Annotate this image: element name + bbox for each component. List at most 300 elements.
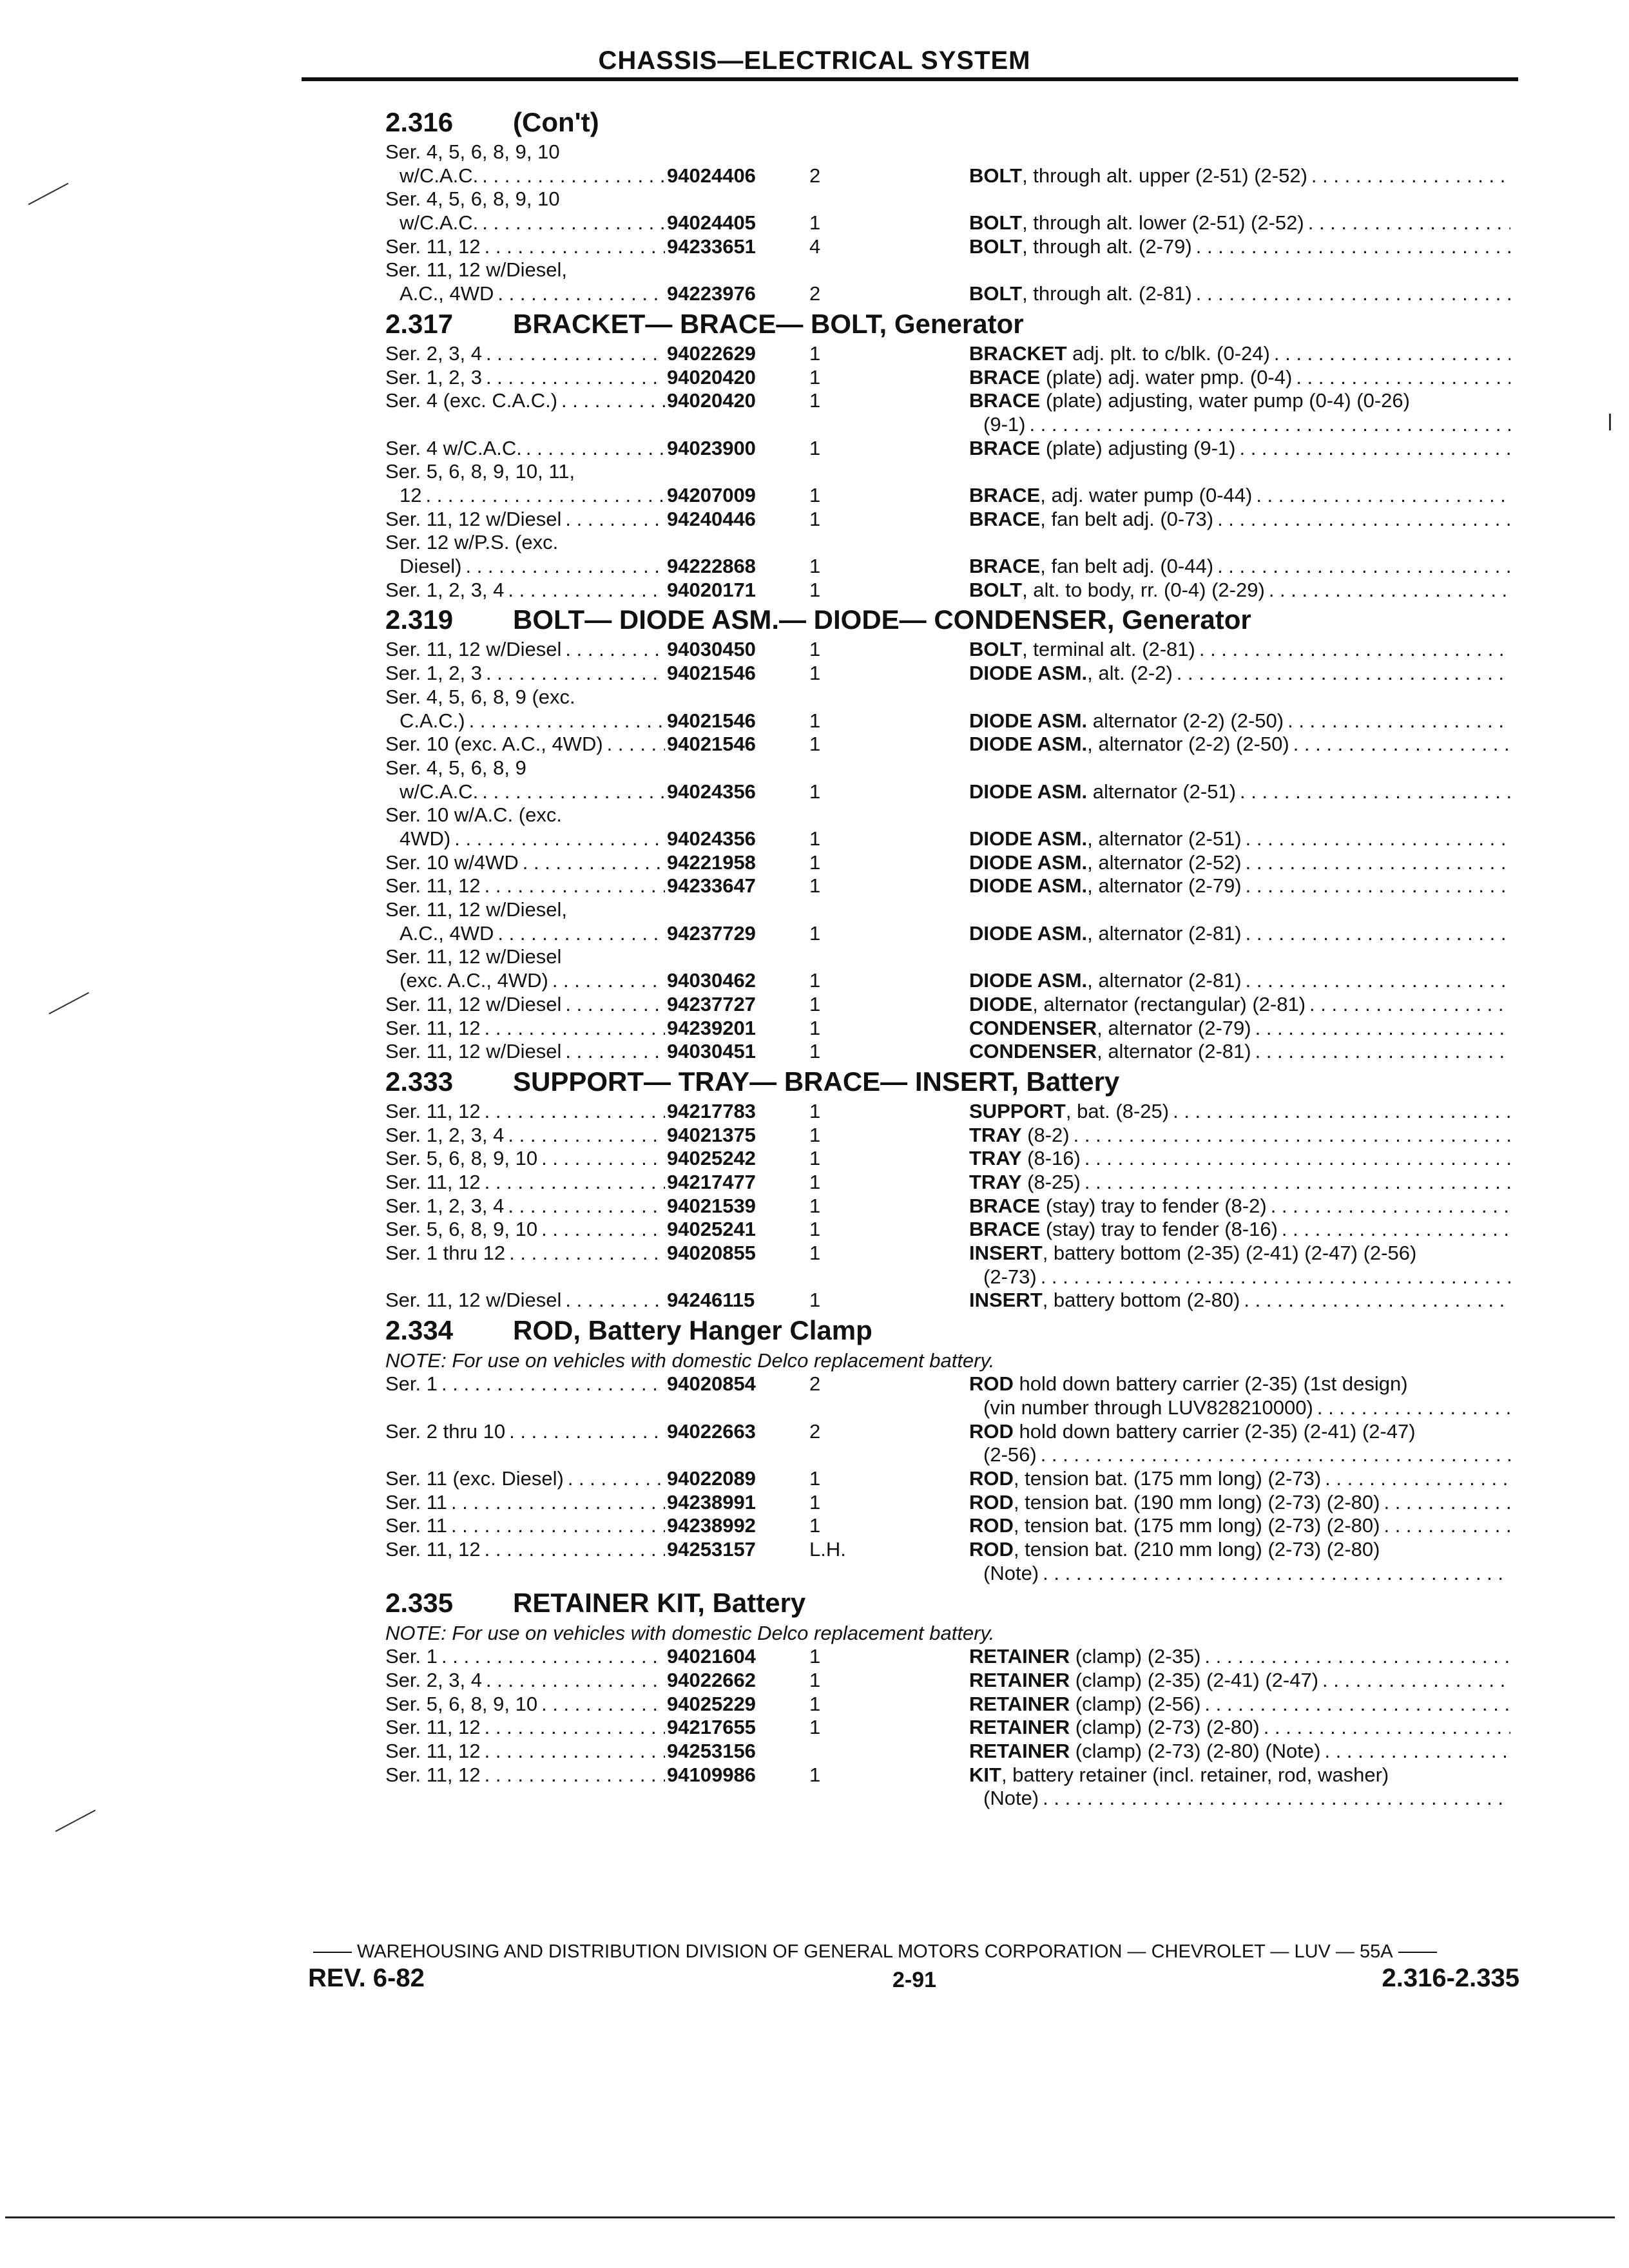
leader-line <box>385 780 665 804</box>
leader-line <box>385 827 665 851</box>
part-row <box>385 1218 1519 1242</box>
part-number: 94024356 <box>667 827 756 850</box>
part-number: 94217655 <box>667 1716 756 1739</box>
description-detail: hold down battery carrier (2-35) (2-41) (2-47) <box>1013 1419 1416 1443</box>
application-cell <box>385 258 665 305</box>
part-row <box>385 342 1519 366</box>
leader-line <box>969 638 1510 662</box>
application-cell <box>385 140 665 187</box>
part-number: 94021604 <box>667 1645 756 1668</box>
description-text <box>969 1040 1251 1064</box>
leader-line <box>969 993 1510 1017</box>
part-keyword: TRAY <box>969 1123 1022 1146</box>
description-text <box>969 969 1242 993</box>
description-cell <box>969 993 1510 1017</box>
description-text <box>969 282 1192 306</box>
part-row <box>385 1716 1519 1740</box>
quantity: 1 <box>809 365 821 389</box>
leader-line <box>969 874 1510 898</box>
part-number: 94024406 <box>667 164 756 187</box>
section-number: 2.319 <box>385 604 454 635</box>
application-cell <box>385 531 665 578</box>
quantity <box>809 1740 848 1763</box>
quantity: 2 <box>809 1372 821 1396</box>
part-keyword: DIODE ASM. <box>969 921 1088 945</box>
dot-leader <box>1284 709 1510 733</box>
application-cell <box>385 1716 665 1740</box>
footer-dash-right <box>1398 1952 1437 1953</box>
application-text: Diesel) <box>400 555 462 578</box>
description-detail: , through alt. (2-81) <box>1022 282 1192 305</box>
dot-leader <box>481 1171 665 1195</box>
part-keyword: DIODE ASM. <box>969 969 1088 992</box>
part-keyword: DIODE ASM. <box>969 662 1088 685</box>
application-cell <box>385 1763 665 1787</box>
application-text: Ser. 4, 5, 6, 8, 9 (exc. <box>385 685 575 708</box>
dot-leader <box>557 389 665 413</box>
part-number: 94221958 <box>667 850 756 874</box>
quantity: 2 <box>809 282 821 305</box>
leader-line <box>969 366 1510 390</box>
leader-line <box>385 1763 665 1787</box>
part-number: 94253156 <box>667 1740 756 1763</box>
part-number: 94021546 <box>667 662 756 685</box>
description-cell <box>969 1763 1510 1811</box>
description-detail: (clamp) (2-56) <box>1070 1692 1201 1715</box>
part-row <box>385 1017 1519 1041</box>
description-line <box>969 1242 1510 1265</box>
application-text: A.C., 4WD <box>400 282 494 305</box>
quantity: 1 <box>809 1123 821 1146</box>
section-heading <box>385 1312 1519 1349</box>
description-detail: adj. plt. to c/blk. (0-24) <box>1066 341 1270 365</box>
quantity: 1 <box>809 1016 821 1039</box>
application-text: Ser. 11 <box>385 1514 447 1537</box>
part-row <box>385 1420 1519 1467</box>
description-cell <box>969 1538 1510 1585</box>
application-text: Ser. 11, 12 <box>385 1099 481 1122</box>
application-cell <box>385 662 665 686</box>
leader-line <box>385 1171 665 1195</box>
description-continuation: (2-56) <box>983 1443 1037 1466</box>
part-keyword: DIODE <box>969 992 1033 1015</box>
dot-leader <box>561 1289 665 1312</box>
section-title: RETAINER KIT, Battery <box>513 1588 806 1619</box>
dot-leader <box>1380 1491 1510 1515</box>
dot-leader <box>1037 1443 1510 1467</box>
part-keyword: BOLT <box>969 638 1023 661</box>
leader-line <box>385 211 665 235</box>
quantity: 1 <box>809 827 821 850</box>
description-text <box>969 1491 1380 1515</box>
description-cell <box>969 235 1510 259</box>
leader-line <box>385 1017 665 1041</box>
part-row <box>385 1100 1519 1124</box>
part-keyword: BRACE <box>969 1194 1041 1217</box>
application-cell <box>385 1514 665 1538</box>
description-text <box>969 993 1306 1017</box>
part-number: 94109986 <box>667 1763 756 1786</box>
leader-line <box>969 1396 1510 1420</box>
leader-line <box>969 1669 1510 1693</box>
dot-leader <box>1278 1218 1510 1242</box>
section-heading <box>385 1064 1519 1100</box>
description-line <box>969 389 1510 413</box>
part-row <box>385 366 1519 390</box>
application-text: w/C.A.C. <box>400 164 479 187</box>
part-keyword: INSERT <box>969 1289 1043 1312</box>
quantity: 1 <box>809 969 821 992</box>
application-text: Ser. 4 w/C.A.C. <box>385 436 522 459</box>
leader-line <box>385 1514 665 1538</box>
dot-leader <box>561 508 665 532</box>
part-row <box>385 187 1519 235</box>
application-cell <box>385 686 665 733</box>
description-detail: (plate) adj. water pmp. (0-4) <box>1040 365 1293 389</box>
dot-leader <box>1270 342 1510 366</box>
part-number: 94237727 <box>667 992 756 1015</box>
description-detail: (clamp) (2-35) <box>1070 1645 1201 1668</box>
description-detail: , alternator (2-81) <box>1087 921 1242 945</box>
part-number: 94021539 <box>667 1194 756 1217</box>
part-number: 94020420 <box>667 365 756 389</box>
quantity: 1 <box>809 1194 821 1217</box>
part-row <box>385 803 1519 850</box>
part-row <box>385 531 1519 578</box>
leader-line <box>969 827 1510 851</box>
part-number: 94023900 <box>667 436 756 459</box>
application-text: Ser. 11, 12 w/Diesel <box>385 945 562 968</box>
leader-line <box>969 1218 1510 1242</box>
quantity: 1 <box>809 874 821 898</box>
dot-leader <box>1195 638 1510 662</box>
description-line <box>969 1372 1510 1396</box>
dot-leader <box>1289 733 1510 756</box>
description-cell <box>969 733 1510 756</box>
quantity: 1 <box>809 484 821 506</box>
leader-line <box>969 235 1510 259</box>
part-row <box>385 258 1519 305</box>
dot-leader <box>421 484 665 508</box>
application-text: Ser. 11, 12 w/Diesel, <box>385 258 568 282</box>
description-text <box>969 1763 1389 1786</box>
application-text: Ser. 4, 5, 6, 8, 9, 10 <box>385 187 560 211</box>
quantity: 1 <box>809 709 821 732</box>
part-number: 94238991 <box>667 1490 756 1514</box>
description-cell <box>969 1147 1510 1171</box>
application-text: Ser. 11, 12 <box>385 874 481 898</box>
description-cell <box>969 709 1510 733</box>
part-number: 94233647 <box>667 874 756 898</box>
description-detail: , fan belt adj. (0-73) <box>1040 507 1214 530</box>
leader-line <box>385 1669 665 1693</box>
dot-leader <box>603 733 665 756</box>
leader-line <box>385 1100 665 1124</box>
leader-line <box>969 413 1510 437</box>
leader-line <box>385 579 665 602</box>
application-line <box>385 531 665 555</box>
leader-line <box>385 342 665 366</box>
section-title: (Con't) <box>513 107 599 137</box>
dot-leader <box>1321 1467 1510 1491</box>
part-number: 94020171 <box>667 578 756 601</box>
application-cell <box>385 1195 665 1218</box>
part-number: 94222868 <box>667 555 756 578</box>
quantity: 1 <box>809 1040 821 1063</box>
description-text <box>969 733 1289 756</box>
description-cell <box>969 342 1510 366</box>
part-row <box>385 1763 1519 1811</box>
dot-leader <box>481 235 665 259</box>
description-detail: (clamp) (2-73) (2-80) (Note) <box>1070 1740 1321 1763</box>
part-keyword: ROD <box>969 1537 1014 1561</box>
leader-line <box>385 874 665 898</box>
description-cell <box>969 1645 1510 1669</box>
part-keyword: BRACE <box>969 1218 1041 1241</box>
parts-catalog-content <box>385 104 1519 1811</box>
application-text: Ser. 11, 12 <box>385 1537 481 1561</box>
quantity: 2 <box>809 164 821 187</box>
dot-leader <box>481 874 665 898</box>
part-keyword: CONDENSER <box>969 1016 1097 1039</box>
leader-line <box>969 282 1510 306</box>
application-text: Ser. 5, 6, 8, 9, 10 <box>385 1218 538 1241</box>
dot-leader <box>561 1040 665 1064</box>
part-row <box>385 1693 1519 1716</box>
application-cell <box>385 1171 665 1195</box>
dot-leader <box>1037 1265 1510 1289</box>
description-detail: , through alt. (2-79) <box>1022 235 1192 258</box>
leader-line <box>385 484 665 508</box>
leader-line <box>969 164 1510 188</box>
dot-leader <box>1236 780 1510 804</box>
application-cell <box>385 1693 665 1716</box>
dot-leader <box>1240 1289 1510 1312</box>
leader-line <box>385 508 665 532</box>
application-cell <box>385 851 665 875</box>
leader-line <box>969 1040 1510 1064</box>
footer-publisher-line <box>308 1941 1519 1963</box>
section-heading <box>385 602 1519 638</box>
application-text: Ser. 1 thru 12 <box>385 1242 506 1265</box>
part-keyword: DIODE ASM. <box>969 827 1088 850</box>
quantity: 1 <box>809 555 821 578</box>
dot-leader <box>447 1491 665 1515</box>
part-row <box>385 1242 1519 1289</box>
revision-label: REV. 6-82 <box>308 1964 425 1992</box>
description-detail: , alt. (2-2) <box>1087 662 1173 685</box>
part-row <box>385 140 1519 187</box>
part-number: 94022629 <box>667 341 756 365</box>
description-cell <box>969 508 1510 532</box>
leader-line <box>385 389 665 413</box>
section-note: NOTE: For use on vehicles with domestic Delco replacement battery. <box>385 1622 995 1645</box>
part-row <box>385 1289 1519 1312</box>
margin-mark <box>55 1810 96 1832</box>
application-cell <box>385 733 665 756</box>
dot-leader <box>504 579 665 602</box>
description-text <box>969 638 1195 662</box>
part-row <box>385 1147 1519 1171</box>
description-detail: , battery bottom (2-80) <box>1042 1289 1240 1312</box>
dot-leader <box>1251 1040 1510 1064</box>
application-cell <box>385 1669 665 1693</box>
dot-leader <box>505 1242 665 1265</box>
leader-line <box>969 780 1510 804</box>
description-text <box>969 1372 1408 1395</box>
part-keyword: RETAINER <box>969 1692 1070 1715</box>
description-text <box>969 1645 1200 1669</box>
description-text <box>969 235 1192 259</box>
part-keyword: RETAINER <box>969 1716 1070 1739</box>
dot-leader <box>564 1467 665 1491</box>
part-keyword: BRACE <box>969 389 1041 412</box>
part-number: 94253157 <box>667 1537 756 1561</box>
application-text: Ser. 11, 12 w/Diesel <box>385 1040 562 1063</box>
description-cell <box>969 851 1510 875</box>
description-cell <box>969 1017 1510 1041</box>
description-text <box>969 851 1242 875</box>
description-text <box>969 1693 1200 1716</box>
application-cell <box>385 756 665 803</box>
margin-mark <box>49 992 90 1015</box>
description-cell <box>969 1420 1510 1467</box>
application-text: Ser. 4, 5, 6, 8, 9 <box>385 756 526 779</box>
dot-leader <box>1242 874 1510 898</box>
part-number: 94240446 <box>667 507 756 530</box>
description-continuation: (Note) <box>983 1561 1039 1584</box>
description-text <box>969 1218 1278 1242</box>
description-text <box>969 1514 1380 1538</box>
description-text <box>969 709 1284 733</box>
dot-leader <box>537 1147 665 1171</box>
description-detail: (clamp) (2-35) (2-41) (2-47) <box>1070 1669 1319 1692</box>
quantity: 1 <box>809 1669 821 1692</box>
section-title: ROD, Battery Hanger Clamp <box>513 1315 872 1346</box>
dot-leader <box>481 1716 665 1740</box>
quantity: L.H. <box>809 1537 846 1561</box>
part-keyword: RETAINER <box>969 1740 1070 1763</box>
leader-line <box>969 508 1510 532</box>
application-text: Ser. 11, 12 <box>385 1016 481 1039</box>
application-text: w/C.A.C. <box>400 780 479 803</box>
leader-line <box>969 1562 1510 1586</box>
leader-line <box>969 1467 1510 1491</box>
section-number: 2.333 <box>385 1066 454 1097</box>
description-text <box>969 1289 1240 1312</box>
application-text: Ser. 11, 12 w/Diesel <box>385 992 562 1015</box>
leader-line <box>969 1171 1510 1195</box>
dot-leader <box>481 1740 665 1763</box>
application-text: Ser. 2, 3, 4 <box>385 341 482 365</box>
application-cell <box>385 1538 665 1562</box>
page-number: 2-91 <box>892 1968 937 1992</box>
part-row <box>385 1171 1519 1195</box>
leader-line <box>385 851 665 875</box>
part-keyword: SUPPORT <box>969 1099 1066 1122</box>
application-cell <box>385 342 665 366</box>
part-keyword: ROD <box>969 1466 1014 1490</box>
description-text <box>969 662 1173 686</box>
description-line <box>969 1420 1510 1444</box>
application-cell <box>385 579 665 602</box>
description-detail: , alternator (2-79) <box>1087 874 1242 898</box>
quantity: 2 <box>809 1419 821 1443</box>
quantity: 1 <box>809 662 821 685</box>
application-line <box>385 140 665 164</box>
part-number: 94237729 <box>667 921 756 945</box>
header-rule <box>302 77 1518 81</box>
application-text: 12 <box>400 484 422 506</box>
leader-line <box>385 366 665 390</box>
leader-line <box>385 922 665 946</box>
quantity: 1 <box>809 921 821 945</box>
leader-line <box>969 437 1510 461</box>
part-row <box>385 579 1519 602</box>
application-cell <box>385 508 665 532</box>
description-detail: (stay) tray to fender (8-2) <box>1040 1194 1267 1217</box>
description-continuation: (Note) <box>983 1787 1039 1810</box>
leader-line <box>969 922 1510 946</box>
dot-leader <box>1169 1100 1510 1124</box>
description-detail: , alternator (rectangular) (2-81) <box>1032 992 1306 1015</box>
quantity: 1 <box>809 507 821 530</box>
description-text <box>969 1467 1321 1491</box>
quantity: 1 <box>809 992 821 1015</box>
application-cell <box>385 1372 665 1396</box>
section-title: BOLT— DIODE ASM.— DIODE— CONDENSER, Generator <box>513 604 1251 635</box>
leader-line <box>385 164 665 188</box>
description-text <box>969 922 1242 946</box>
part-keyword: BRACE <box>969 365 1041 389</box>
leader-line <box>969 1195 1510 1218</box>
application-cell <box>385 235 665 259</box>
quantity: 1 <box>809 638 821 661</box>
section-number: 2.317 <box>385 308 454 339</box>
description-text <box>969 1195 1267 1218</box>
part-row <box>385 235 1519 259</box>
leader-line <box>969 342 1510 366</box>
dot-leader <box>504 1195 665 1218</box>
part-row <box>385 898 1519 945</box>
section-title: SUPPORT— TRAY— BRACE— INSERT, Battery <box>513 1066 1120 1097</box>
quantity: 1 <box>809 1099 821 1122</box>
description-cell <box>969 1740 1510 1763</box>
part-number: 94024405 <box>667 211 756 235</box>
part-row <box>385 993 1519 1017</box>
part-number: 94030450 <box>667 638 756 661</box>
application-text: w/C.A.C. <box>400 211 479 235</box>
application-text: Ser. 11, 12 <box>385 1763 481 1786</box>
application-text: Ser. 11, 12 <box>385 1740 481 1763</box>
application-text: Ser. 10 w/4WD <box>385 850 519 874</box>
application-line <box>385 686 665 709</box>
description-text <box>969 342 1270 366</box>
application-text: Ser. 1 <box>385 1645 438 1668</box>
application-cell <box>385 1147 665 1171</box>
leader-line <box>385 1645 665 1669</box>
application-cell <box>385 1491 665 1515</box>
description-cell <box>969 389 1510 436</box>
application-cell <box>385 1100 665 1124</box>
application-line <box>385 803 665 827</box>
part-row <box>385 1538 1519 1585</box>
description-detail: , through alt. lower (2-51) (2-52) <box>1022 211 1304 235</box>
application-text: Ser. 11, 12 w/Diesel, <box>385 898 568 921</box>
dot-leader <box>1318 1669 1510 1693</box>
dot-leader <box>465 709 665 733</box>
application-cell <box>385 366 665 390</box>
